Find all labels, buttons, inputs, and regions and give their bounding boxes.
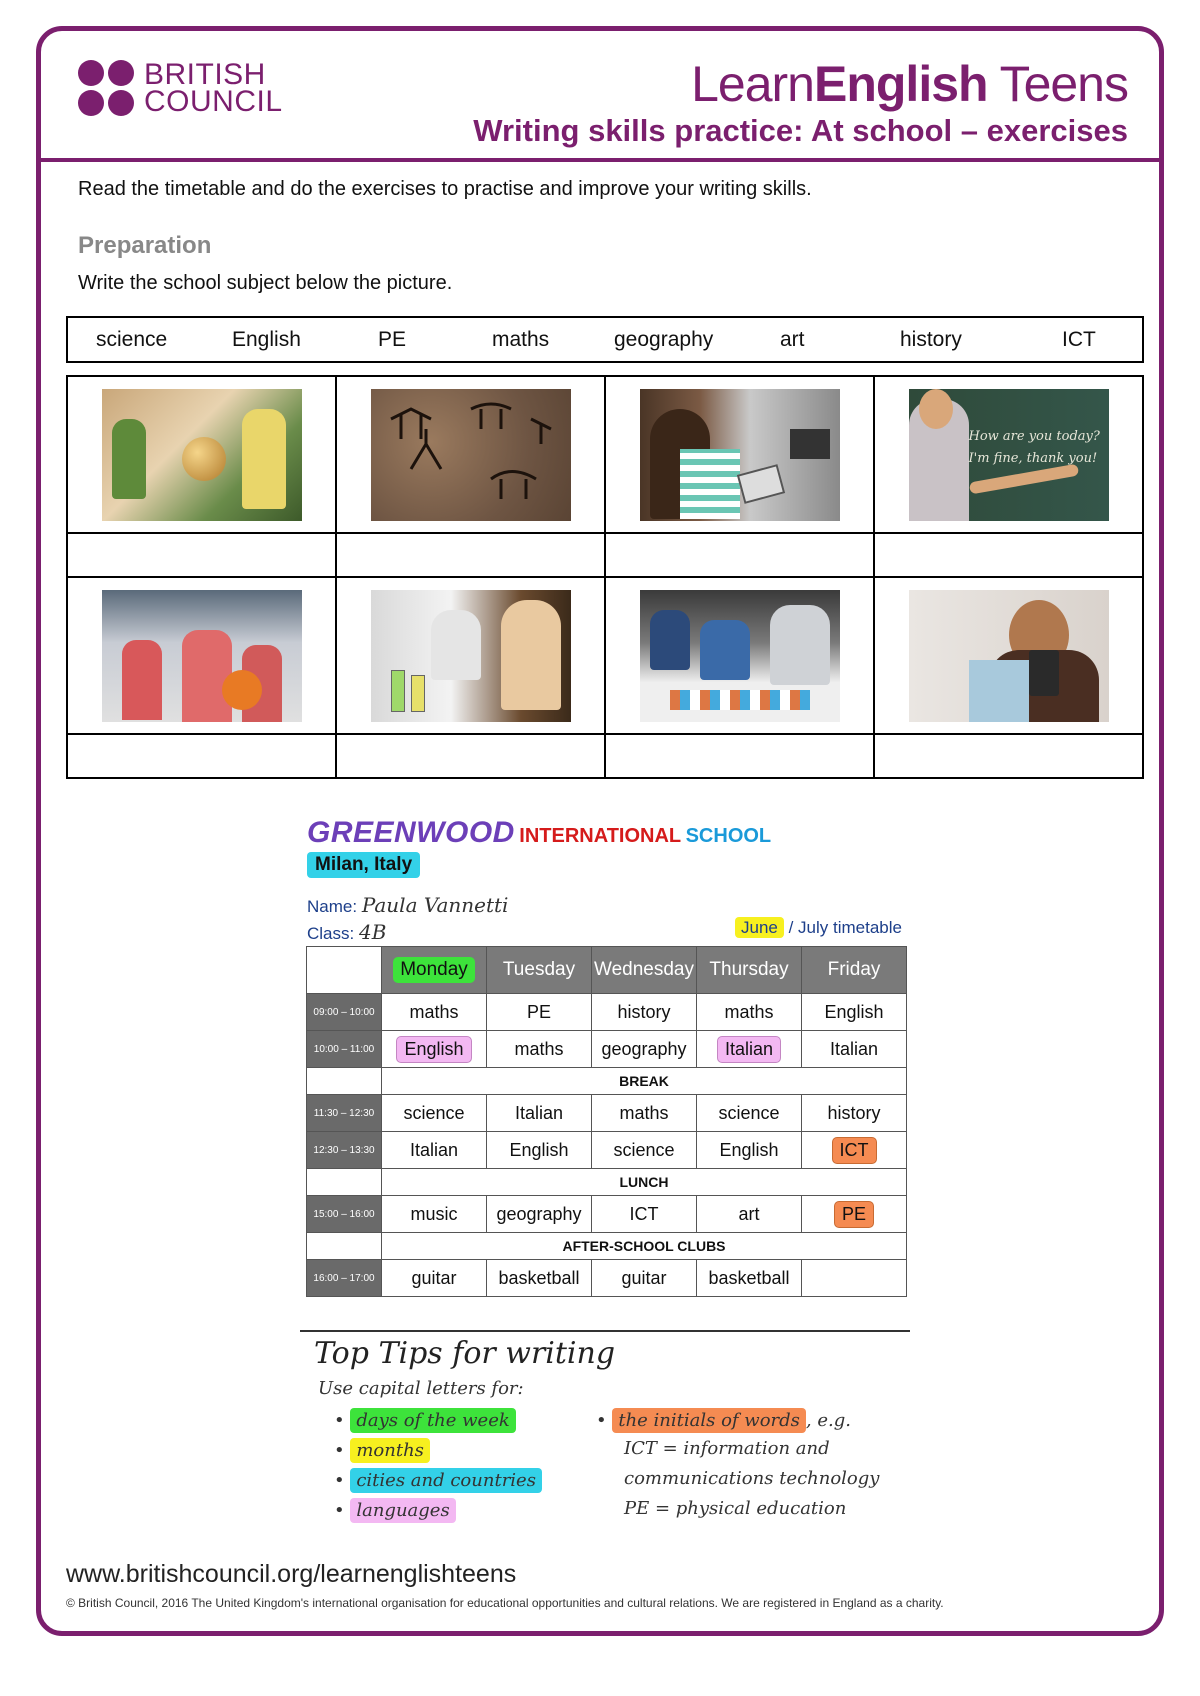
chemistry-lab-image: [371, 590, 571, 722]
lesson-cell: English: [697, 1132, 802, 1169]
intro-text: Read the timetable and do the exercises to practise and improve your writing skills.: [78, 178, 812, 200]
logo-line1: BRITISH: [144, 58, 266, 91]
learnenglish-teens-brand: LearnEnglish Teens: [691, 56, 1128, 112]
answer-cell[interactable]: [874, 533, 1143, 577]
tips-heading: Top Tips for writing: [314, 1336, 616, 1371]
lesson-cell: maths: [697, 994, 802, 1031]
lesson-cell: guitar: [382, 1260, 487, 1297]
day-tuesday: Tuesday: [487, 947, 592, 994]
tip-example: communications technology: [624, 1468, 880, 1489]
lesson-cell: Italian: [487, 1095, 592, 1132]
lunch-label: LUNCH: [382, 1169, 907, 1196]
day-monday: Monday: [393, 957, 475, 983]
time-slot: 12:30 – 13:30: [307, 1132, 382, 1169]
tip-item: • days of the week: [334, 1408, 516, 1433]
time-slot: 09:00 – 10:00: [307, 994, 382, 1031]
time-slot: 11:30 – 12:30: [307, 1095, 382, 1132]
table-row: [307, 1068, 907, 1095]
timetable: [306, 946, 907, 1297]
lesson-cell: maths: [487, 1031, 592, 1068]
answer-cell[interactable]: [67, 533, 336, 577]
table-row: [307, 1233, 907, 1260]
board-text-2: I'm fine, thank you!: [968, 450, 1098, 466]
lesson-cell: guitar: [592, 1260, 697, 1297]
logo-line2: COUNCIL: [144, 85, 283, 118]
table-row: [307, 1095, 907, 1132]
word-bank-item: geography: [614, 328, 714, 351]
page-title: Writing skills practice: At school – exercises: [473, 113, 1128, 148]
answer-cell[interactable]: [605, 533, 874, 577]
lesson-cell: ICT: [592, 1196, 697, 1233]
tip-item: • cities and countries: [334, 1468, 542, 1493]
word-bank: [66, 316, 1144, 363]
clubs-label: AFTER-SCHOOL CLUBS: [382, 1233, 907, 1260]
lesson-cell-highlighted: PE: [834, 1201, 874, 1228]
table-row: [307, 1196, 907, 1233]
lesson-cell: maths: [592, 1095, 697, 1132]
table-row: [307, 994, 907, 1031]
logo-dots-icon: [78, 60, 134, 116]
preparation-instruction: Write the school subject below the picture.: [78, 272, 453, 294]
tip-item: • languages: [334, 1498, 456, 1523]
footer-url[interactable]: www.britishcouncil.org/learnenglishteens: [66, 1560, 517, 1588]
answer-cell[interactable]: [605, 734, 874, 778]
tips-divider: [300, 1330, 910, 1332]
word-bank-item: ICT: [1062, 328, 1096, 351]
answer-cell[interactable]: [336, 734, 605, 778]
table-row: [307, 1132, 907, 1169]
header-divider: [36, 158, 1164, 162]
lesson-cell: basketball: [487, 1260, 592, 1297]
break-label: BREAK: [382, 1068, 907, 1095]
lesson-cell: geography: [487, 1196, 592, 1233]
answer-cell[interactable]: [874, 734, 1143, 778]
table-row: [307, 1260, 907, 1297]
lesson-cell: Italian: [802, 1031, 907, 1068]
students-playing-basketball-image: [102, 590, 302, 722]
lesson-cell-highlighted: Italian: [717, 1036, 781, 1063]
day-wednesday: Wednesday: [592, 947, 697, 994]
tip-item: • months: [334, 1438, 430, 1463]
picture-table: [66, 375, 1144, 779]
cave-painting-image: [371, 389, 571, 521]
lesson-cell: art: [697, 1196, 802, 1233]
lesson-cell-highlighted: ICT: [832, 1137, 877, 1164]
time-slot: 15:00 – 16:00: [307, 1196, 382, 1233]
students-with-globe-image: [102, 389, 302, 521]
lesson-cell: basketball: [697, 1260, 802, 1297]
footer-copyright: © British Council, 2016 The United Kingdom's international organisation for educational opportunities and cultural relations. We are registered in England as a charity.: [66, 1596, 944, 1610]
student-name: Name: Paula Vannetti: [307, 893, 509, 917]
word-bank-item: English: [232, 328, 301, 351]
lesson-cell: [802, 1260, 907, 1297]
lesson-cell: science: [382, 1095, 487, 1132]
school-location: Milan, Italy: [307, 852, 420, 878]
lesson-cell: English: [802, 994, 907, 1031]
answer-cell[interactable]: [336, 533, 605, 577]
british-council-logo: [78, 60, 283, 116]
lesson-cell: Italian: [382, 1132, 487, 1169]
preparation-heading: Preparation: [78, 232, 212, 259]
time-slot: 10:00 – 11:00: [307, 1031, 382, 1068]
lesson-cell: PE: [487, 994, 592, 1031]
teacher-at-blackboard-image: [909, 389, 1109, 521]
student-class: Class: 4B: [307, 920, 387, 944]
girl-with-calculator-image: [909, 590, 1109, 722]
school-name: GREENWOOD INTERNATIONAL SCHOOL: [307, 816, 772, 849]
lesson-cell: history: [802, 1095, 907, 1132]
word-bank-item: maths: [492, 328, 550, 351]
tip-item: • the initials of words , e.g.: [596, 1410, 851, 1431]
lesson-cell: maths: [382, 994, 487, 1031]
word-bank-item: science: [96, 328, 168, 351]
lesson-cell: science: [697, 1095, 802, 1132]
table-row: [307, 1031, 907, 1068]
students-with-computers-image: [640, 389, 840, 521]
students-painting-image: [640, 590, 840, 722]
day-thursday: Thursday: [697, 947, 802, 994]
tip-example: PE = physical education: [624, 1498, 847, 1519]
lesson-cell-highlighted: English: [396, 1036, 471, 1063]
tips-subheading: Use capital letters for:: [318, 1378, 524, 1399]
day-friday: Friday: [802, 947, 907, 994]
table-row: [307, 1169, 907, 1196]
tip-example: ICT = information and: [624, 1438, 830, 1459]
lesson-cell: geography: [592, 1031, 697, 1068]
board-text-1: How are you today?: [968, 428, 1100, 444]
lesson-cell: science: [592, 1132, 697, 1169]
timetable-period: June / July timetable: [735, 918, 902, 938]
lesson-cell: English: [487, 1132, 592, 1169]
word-bank-item: PE: [378, 328, 407, 351]
answer-cell[interactable]: [67, 734, 336, 778]
word-bank-item: history: [900, 328, 962, 351]
lesson-cell: history: [592, 994, 697, 1031]
time-slot: 16:00 – 17:00: [307, 1260, 382, 1297]
word-bank-item: art: [780, 328, 805, 351]
lesson-cell: music: [382, 1196, 487, 1233]
